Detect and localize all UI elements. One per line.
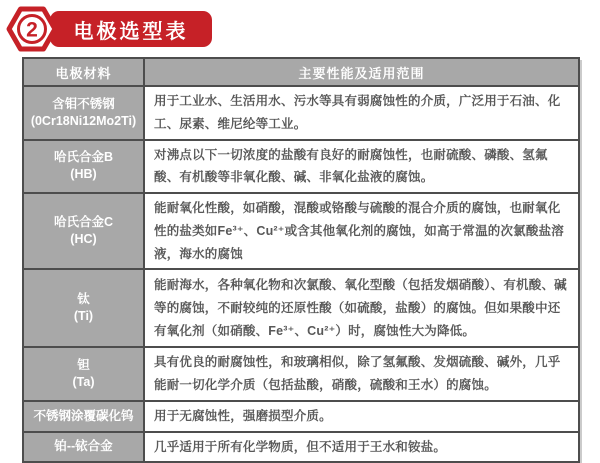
description-cell <box>144 86 579 140</box>
description-text: 能耐氧化性酸，如硝酸，混酸或铬酸与硫酸的混合介质的腐蚀，也耐氧化性的盐类如Fe³⁺、Cu²⁺或含其他氧化剂的腐蚀，如高于常温的次氯酸盐溶液，海水的腐蚀 <box>154 201 564 261</box>
material-code: (0Cr18Ni12Mo2Ti) <box>30 113 137 128</box>
material-name: 不锈钢涂覆碳化钨 <box>33 408 134 423</box>
material-cell <box>23 86 144 140</box>
section-header <box>0 0 600 56</box>
material-code: (Ti) <box>73 309 94 324</box>
material-name: 哈氏合金B <box>53 150 114 165</box>
section-title-banner <box>50 11 212 47</box>
table-row <box>23 140 579 194</box>
description-cell <box>144 347 579 401</box>
material-cell <box>23 401 144 432</box>
material-cell <box>23 193 144 269</box>
material-cell <box>23 347 144 401</box>
description-text: 几乎适用于所有化学物质，但不适用于王水和铵盐。 <box>154 439 447 454</box>
description-cell <box>144 432 579 463</box>
description-text: 能耐海水，各种氧化物和次氯酸、氧化型酸（包括发烟硝酸）、有机酸、碱等的腐蚀，不耐较纯的还原性酸（如硫酸，盐酸）的腐蚀。但如果酸中还有氧化剂（如硝酸、Fe³⁺、Cu²⁺）时，腐蚀性大为降低。 <box>154 278 567 338</box>
material-name: 含钼不锈钢 <box>52 96 115 111</box>
description-cell <box>144 401 579 432</box>
material-cell <box>23 140 144 194</box>
description-cell <box>144 193 579 269</box>
description-text: 用于无腐蚀性，强磨损型介质。 <box>154 408 332 423</box>
table-row <box>23 401 579 432</box>
material-name: 钽 <box>77 358 90 373</box>
material-name: 哈氏合金C <box>53 215 114 230</box>
table-row <box>23 347 579 401</box>
column-header-performance: 主要性能及适用范围 <box>144 58 579 86</box>
material-code: (Ta) <box>72 375 95 389</box>
electrode-selection-table <box>22 57 580 463</box>
section-title: 电极选型表 <box>73 20 189 43</box>
material-cell <box>23 432 144 463</box>
material-cell <box>23 269 144 347</box>
material-name: 铂--铱合金 <box>54 439 113 454</box>
column-header-material: 电极材料 <box>23 58 144 86</box>
material-code: (HB) <box>70 167 97 182</box>
table-row <box>23 193 579 269</box>
description-text: 用于工业水、生活用水、污水等具有弱腐蚀性的介质，广泛用于石油、化工、尿素、维尼纶等工业。 <box>154 94 561 131</box>
description-text: 对沸点以下一切浓度的盐酸有良好的耐腐蚀性，也耐硫酸、磷酸、氢氟酸、有机酸等非氧化酸、碱、非氧化盐液的腐蚀。 <box>154 147 548 185</box>
description-text: 具有优良的耐腐蚀性，和玻璃相似，除了氢氟酸、发烟硫酸、碱外，几乎能耐一切化学介质（包括盐酸，硝酸，硫酸和王水）的腐蚀。 <box>154 355 561 392</box>
material-name: 钛 <box>77 292 90 307</box>
table <box>22 57 580 463</box>
table-row <box>23 86 579 140</box>
badge-number: 2 <box>26 18 38 42</box>
table-row <box>23 269 579 347</box>
material-code: (HC) <box>70 232 97 247</box>
table-header-row <box>23 58 579 86</box>
section-number-badge <box>5 3 59 55</box>
table-row <box>23 432 579 463</box>
description-cell <box>144 140 579 194</box>
description-cell <box>144 269 579 347</box>
